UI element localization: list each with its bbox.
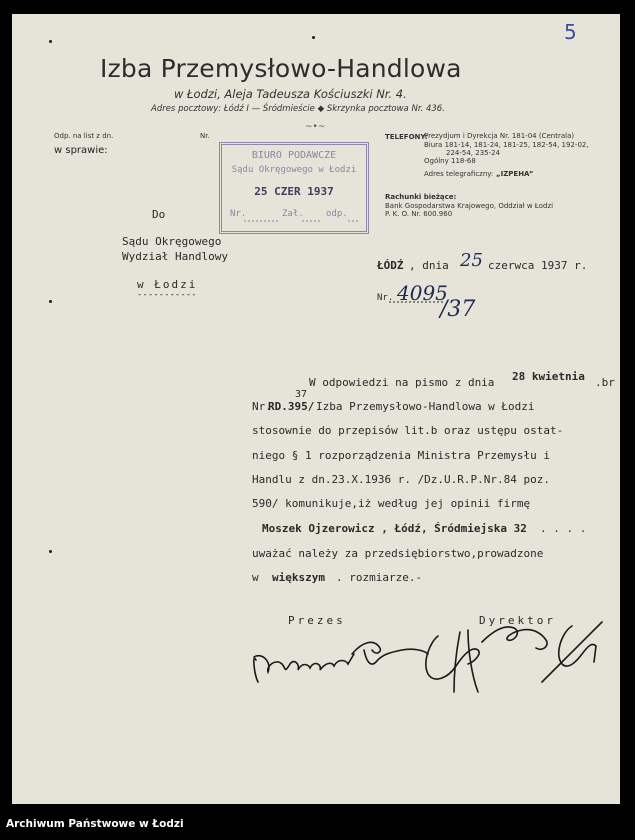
telegraph-address: „IZPEHA” [496, 170, 534, 178]
recipient-line: Wydział Handlowy [122, 250, 228, 263]
ref-number: 4095 [397, 281, 448, 305]
account-line: Bank Gospodarstwa Krajowego, Oddział w Łodzi [385, 202, 554, 210]
stamp-office: BIURO PODAWCZE [251, 150, 337, 161]
nr-label: Nr. [200, 132, 210, 140]
body-nr-label: Nr. [252, 400, 272, 413]
punch-hole-mark [49, 300, 52, 303]
body-line: W odpowiedzi na pismo z dnia [309, 376, 495, 389]
account-label: Rachunki bieżące: [385, 193, 457, 201]
body-line-end: .br [595, 376, 615, 389]
phone-line: Ogólny 118-68 [424, 157, 476, 165]
signature-label-prezes: Prezes [288, 614, 346, 627]
punch-hole-mark [49, 550, 52, 553]
registry-stamp [219, 142, 369, 234]
body-firm-dots: . . . . [540, 522, 587, 535]
ref-underline [377, 300, 447, 304]
body-line: uważać należy za przedsiębiorstwo,prowadzone [252, 547, 544, 560]
punch-hole-mark [312, 36, 315, 39]
body-ref-date: 28 kwietnia [512, 370, 585, 383]
body-line: 590/ komunikuje,iż według jej opinii firmę [252, 497, 531, 510]
date-month-year: czerwca 1937 r. [488, 259, 588, 272]
stamp-date: 25 CZER 1937 [254, 185, 334, 198]
stamp-court: Sądu Okręgowego w Łodzi [231, 165, 357, 175]
letterhead-ornament: ~•~ [305, 122, 326, 132]
page-number: 5 [564, 20, 577, 44]
body-line: stosownie do przepisów lit.b oraz ustępu ostat- [252, 424, 564, 437]
stamp-nr-label: Nr. [230, 209, 247, 219]
body-line: Izba Przemysłowo-Handlowa w Łodzi [316, 400, 535, 413]
body-line-end: . rozmiarze.- [336, 571, 423, 584]
date-dnia: , dnia [409, 259, 449, 272]
reply-to-label: Odp. na list z dn. [54, 132, 114, 140]
stamp-fill-line [222, 219, 360, 223]
subject-label: w sprawie: [54, 145, 108, 156]
letterhead-postal: Adres pocztowy: Łódź I — Śródmieście ◆ Skrzynka pocztowa Nr. 436. [151, 104, 445, 114]
punch-hole-mark [49, 40, 52, 43]
recipient-underline: ----------- [137, 290, 197, 300]
phones-label: TELEFONY: [385, 133, 428, 141]
archive-credit: Archiwum Państwowe w Łodzi [6, 818, 184, 830]
body-firm: Moszek Ojzerowicz , Łódź, Śródmiejska 32 [262, 522, 527, 535]
stamp-odp-label: odp. [326, 209, 348, 219]
ref-label: Nr. [377, 293, 394, 303]
phone-line: Prezydjum i Dyrekcja Nr. 181-04 (Centrala) [424, 132, 575, 140]
account-line: P. K. O. Nr. 600.960 [385, 210, 453, 218]
body-size-word: większym [272, 571, 325, 584]
date-day: 25 [460, 250, 483, 271]
document-sheet [12, 14, 620, 804]
telegraph-label: Adres telegraficzny: [424, 170, 494, 178]
body-line: Handlu z dn.23.X.1936 r. /Dz.U.R.P.Nr.84 poz. [252, 473, 551, 486]
body-line-prefix: w [252, 571, 259, 584]
stamp-zal-label: Zał. [282, 209, 304, 219]
recipient-line: Sądu Okręgowego [122, 235, 222, 248]
body-ref-number: RD.395/ [268, 400, 315, 413]
body-ref-year: 37 [295, 389, 308, 400]
letterhead-address: w Łodzi, Aleja Tadeusza Kościuszki Nr. 4. [174, 87, 407, 101]
recipient-to: Do [152, 208, 166, 221]
phone-line: Biura 181-14, 181-24, 181-25, 182-54, 192-02, [424, 141, 589, 149]
recipient-city: w Łodzi [137, 278, 198, 291]
date-place: ŁÓDŹ [377, 259, 404, 272]
phone-line: 224-54, 235-24 [446, 149, 501, 157]
signature-label-dyrektor: Dyrektor [479, 614, 556, 627]
body-line: niego § 1 rozporządzenia Ministra Przemysłu i [252, 449, 551, 462]
ref-suffix: /37 [440, 297, 476, 322]
letterhead-title: Izba Przemysłowo-Handlowa [100, 54, 462, 83]
handwritten-signatures [242, 602, 612, 712]
